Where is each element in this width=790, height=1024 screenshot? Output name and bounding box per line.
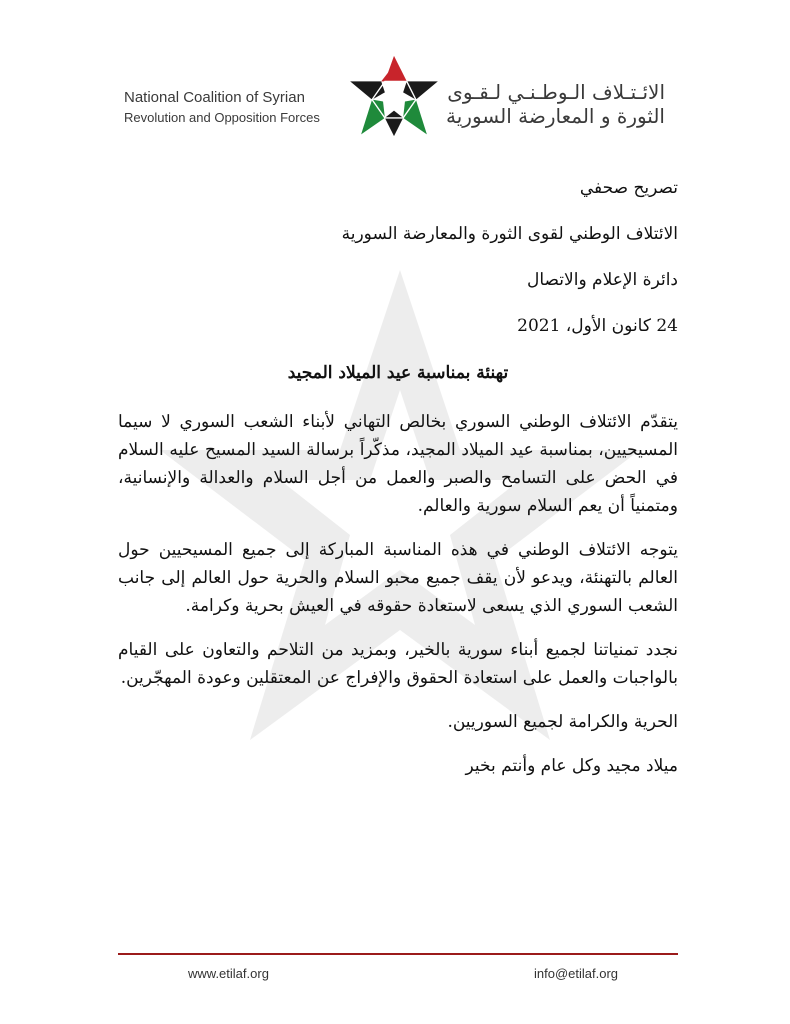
issuing-organization: الائتلاف الوطني لقوى الثورة والمعارضة السورية xyxy=(341,224,678,244)
website-link[interactable]: www.etilaf.org xyxy=(188,966,269,981)
org-name-ar-line2: الثورة و المعارضة السورية xyxy=(446,104,665,128)
document-date: 24 كانون الأول، 2021 xyxy=(517,316,678,336)
org-name-ar-line1: الائـتـلاف الـوطـنـي لـقـوى xyxy=(447,80,665,104)
email-link[interactable]: info@etilaf.org xyxy=(534,966,619,981)
coalition-star-logo-icon xyxy=(348,54,440,138)
paragraph-5: ميلاد مجيد وكل عام وأنتم بخير xyxy=(465,756,678,776)
headline: تهنئة بمناسبة عيد الميلاد المجيد xyxy=(287,363,509,383)
issuing-department: دائرة الإعلام والاتصال xyxy=(527,270,678,290)
organization-name-arabic xyxy=(445,80,665,128)
org-name-en-line2: Revolution and Opposition Forces xyxy=(124,110,320,125)
paragraph-1: يتقدّم الائتلاف الوطني السوري بخالص التهاني لأبناء الشعب السوري لا سيما المسيحيين، بمناسبة عيد الميلاد المجيد، مذكّراً برسالة السيد المسيح عليه السلام في الحض على التسامح والصبر والعمل من أجل السلام والعدالة والإنسانية، ومتمنياً أن يعم السلام سورية والعالم. xyxy=(118,412,678,516)
paragraph-3: نجدد تمنياتنا لجميع أبناء سورية بالخير، وبمزيد من التلاحم والتعاون على القيام بالواجبات والعمل على استعادة الحقوق والإفراج عن المعتقلين وعودة المهجّرين. xyxy=(118,640,678,688)
document-type: تصريح صحفي xyxy=(579,178,678,198)
paragraph-4: الحرية والكرامة لجميع السوريين. xyxy=(447,712,678,732)
press-release-body xyxy=(118,170,678,796)
paragraph-2: يتوجه الائتلاف الوطني في هذه المناسبة المباركة إلى جميع المسيحيين حول العالم بالتهنئة، ويدعو لأن يقف جميع محبو السلام والحرية حول العالم إلى جانب الشعب السوري الذي يسعى لاستعادة حقوقه في العيش بحرية وكرامة. xyxy=(118,540,678,616)
organization-name-english xyxy=(124,88,344,128)
footer-divider xyxy=(118,953,678,955)
letterhead xyxy=(0,0,790,150)
org-name-en-line1: National Coalition of Syrian xyxy=(124,89,305,106)
